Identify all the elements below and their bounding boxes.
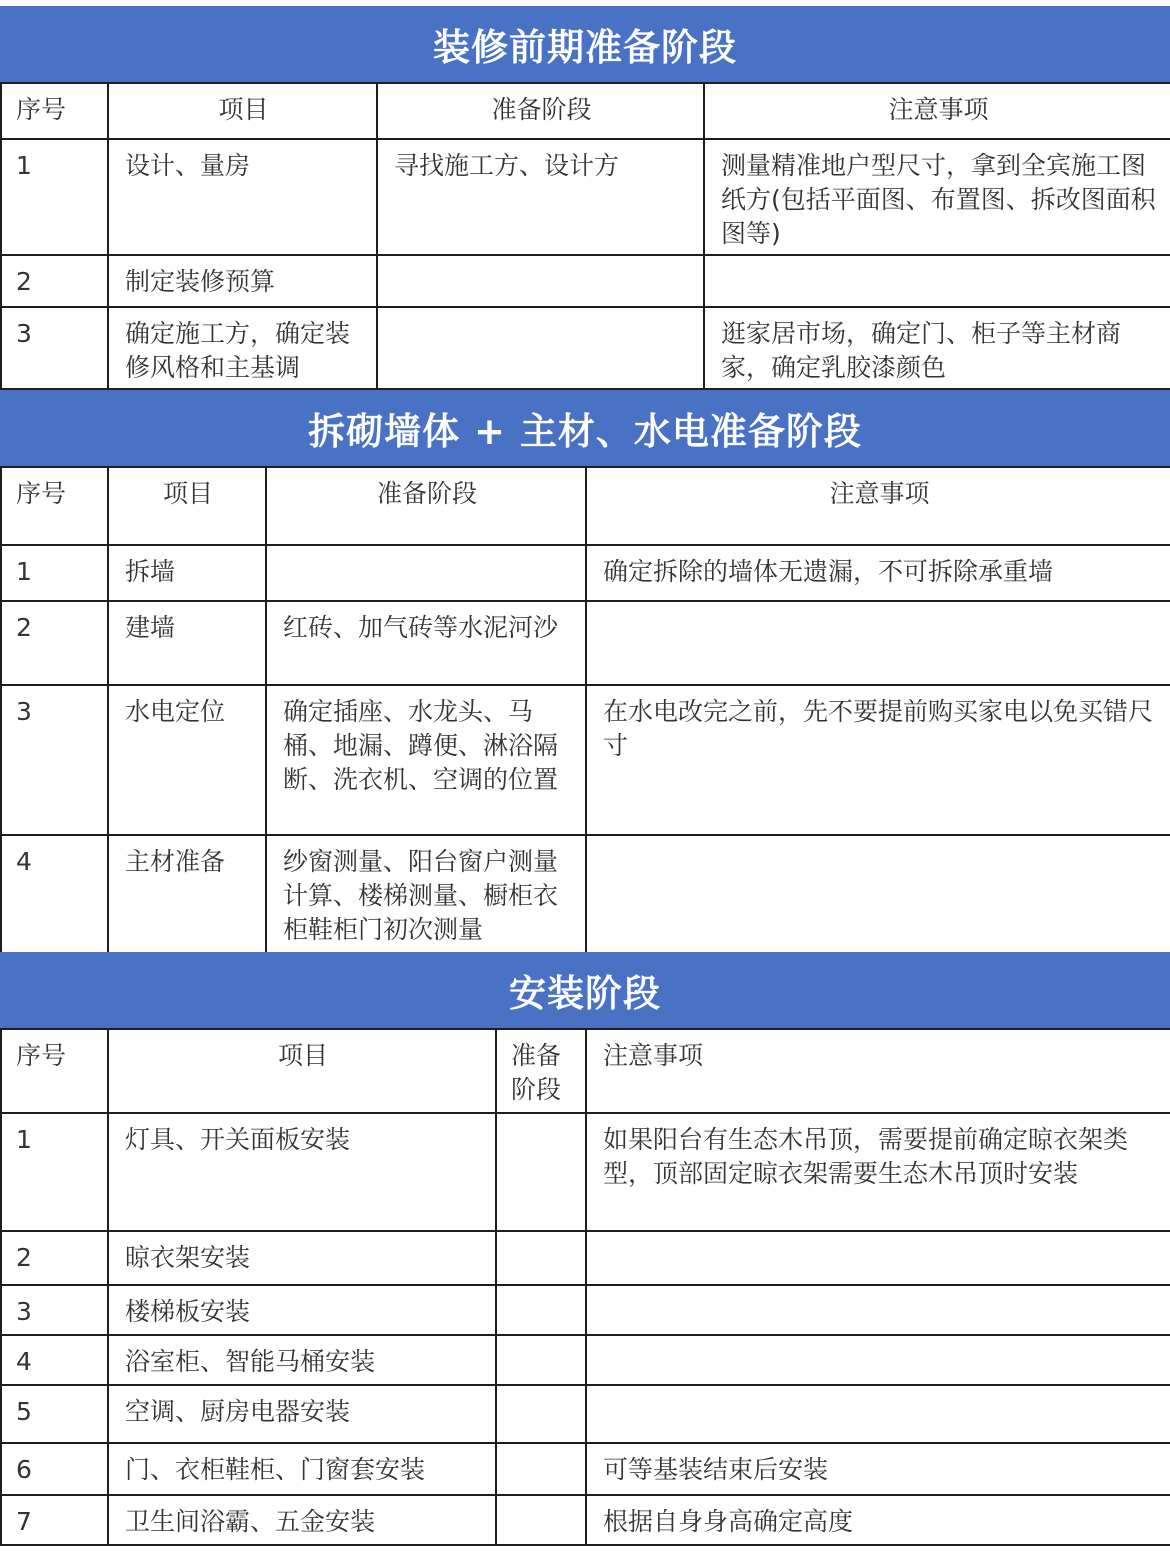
row-index: 3 — [1, 685, 108, 835]
table-row — [1, 545, 1170, 601]
row-notes: 确定拆除的墙体无遗漏，不可拆除承重墙 — [586, 545, 1170, 601]
table-row — [1, 307, 1170, 389]
row-notes: 如果阳台有生态木吊顶，需要提前确定晾衣架类型，顶部固定晾衣架需要生态木吊顶时安装 — [586, 1113, 1170, 1231]
row-item: 楼梯板安装 — [108, 1285, 496, 1335]
table-row — [1, 1335, 1170, 1385]
table-row — [1, 1385, 1170, 1443]
row-notes: 逛家居市场，确定门、柜子等主材商家，确定乳胶漆颜色 — [704, 307, 1170, 389]
section-title: 装修前期准备阶段 — [433, 26, 737, 69]
row-notes — [586, 1335, 1170, 1385]
row-notes: 可等基装结束后安装 — [586, 1443, 1170, 1495]
row-notes — [586, 835, 1170, 953]
table-row — [1, 685, 1170, 835]
table-row — [1, 1285, 1170, 1335]
row-stage — [496, 1335, 586, 1385]
row-item: 晾衣架安装 — [108, 1231, 496, 1285]
row-index: 2 — [1, 1231, 108, 1285]
row-index: 1 — [1, 139, 108, 255]
row-index: 2 — [1, 255, 108, 307]
row-stage — [496, 1231, 586, 1285]
row-item: 拆墙 — [108, 545, 266, 601]
header-cell-item: 项目 — [108, 1029, 496, 1113]
table-row — [1, 1113, 1170, 1231]
row-item: 卫生间浴霸、五金安装 — [108, 1495, 496, 1545]
header-cell-index: 序号 — [1, 1029, 108, 1113]
row-stage — [377, 255, 704, 307]
row-index: 1 — [1, 1113, 108, 1231]
section-title: 安装阶段 — [509, 972, 661, 1015]
header-cell-notes: 注意事项 — [704, 83, 1170, 139]
table-header-row — [1, 83, 1170, 139]
row-stage: 纱窗测量、阳台窗户测量计算、楼梯测量、橱柜衣柜鞋柜门初次测量 — [266, 835, 586, 953]
table-row — [1, 255, 1170, 307]
section-title-banner — [0, 952, 1170, 1028]
row-item: 门、衣柜鞋柜、门窗套安装 — [108, 1443, 496, 1495]
header-cell-item: 项目 — [108, 467, 266, 545]
table-row — [1, 835, 1170, 953]
row-stage — [266, 545, 586, 601]
row-notes: 在水电改完之前，先不要提前购买家电以免买错尺寸 — [586, 685, 1170, 835]
header-cell-stage: 准备阶段 — [266, 467, 586, 545]
row-index: 3 — [1, 1285, 108, 1335]
row-stage: 寻找施工方、设计方 — [377, 139, 704, 255]
table-row — [1, 139, 1170, 255]
row-item: 空调、厨房电器安装 — [108, 1385, 496, 1443]
row-index: 7 — [1, 1495, 108, 1545]
section-title: 拆砌墙体 + 主材、水电准备阶段 — [308, 410, 862, 453]
row-stage — [496, 1113, 586, 1231]
row-item: 灯具、开关面板安装 — [108, 1113, 496, 1231]
header-cell-stage: 准备阶段 — [496, 1029, 586, 1113]
row-item: 制定装修预算 — [108, 255, 377, 307]
row-item: 水电定位 — [108, 685, 266, 835]
table-row — [1, 1231, 1170, 1285]
row-stage — [496, 1495, 586, 1545]
row-notes — [704, 255, 1170, 307]
row-stage: 确定插座、水龙头、马桶、地漏、蹲便、淋浴隔断、洗衣机、空调的位置 — [266, 685, 586, 835]
row-notes: 测量精准地户型尺寸，拿到全宾施工图纸方(包括平面图、布置图、拆改图面积图等) — [704, 139, 1170, 255]
row-index: 1 — [1, 545, 108, 601]
row-notes — [586, 601, 1170, 685]
row-index: 4 — [1, 1335, 108, 1385]
header-cell-notes: 注意事项 — [586, 1029, 1170, 1113]
table-row — [1, 1495, 1170, 1545]
header-cell-stage: 准备阶段 — [377, 83, 704, 139]
section-title-banner — [0, 6, 1170, 82]
row-item: 设计、量房 — [108, 139, 377, 255]
row-stage: 红砖、加气砖等水泥河沙 — [266, 601, 586, 685]
row-item: 建墙 — [108, 601, 266, 685]
header-cell-notes: 注意事项 — [586, 467, 1170, 545]
table-header-row — [1, 467, 1170, 545]
header-cell-item: 项目 — [108, 83, 377, 139]
row-notes — [586, 1231, 1170, 1285]
row-item: 浴室柜、智能马桶安装 — [108, 1335, 496, 1385]
table-row — [1, 1443, 1170, 1495]
section-table — [0, 82, 1170, 390]
row-item: 确定施工方，确定装修风格和主基调 — [108, 307, 377, 389]
section-table — [0, 466, 1170, 954]
section-title-banner — [0, 390, 1170, 466]
row-stage — [496, 1385, 586, 1443]
header-cell-index: 序号 — [1, 83, 108, 139]
table-row — [1, 601, 1170, 685]
row-index: 6 — [1, 1443, 108, 1495]
row-item: 主材准备 — [108, 835, 266, 953]
row-index: 4 — [1, 835, 108, 953]
row-index: 3 — [1, 307, 108, 389]
row-notes — [586, 1285, 1170, 1335]
row-index: 5 — [1, 1385, 108, 1443]
row-stage — [377, 307, 704, 389]
header-cell-index: 序号 — [1, 467, 108, 545]
table-header-row — [1, 1029, 1170, 1113]
row-stage — [496, 1285, 586, 1335]
row-notes — [586, 1385, 1170, 1443]
section-table — [0, 1028, 1170, 1546]
row-notes: 根据自身身高确定高度 — [586, 1495, 1170, 1545]
row-index: 2 — [1, 601, 108, 685]
row-stage — [496, 1443, 586, 1495]
